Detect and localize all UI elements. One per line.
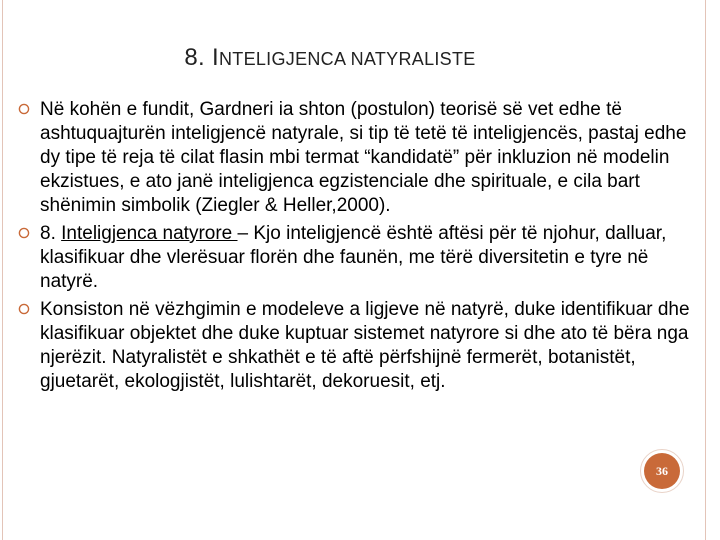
title-rest: NTELIGJENCA NATYRALISTE (218, 49, 476, 69)
bullet-item (18, 98, 690, 218)
bullet-item (18, 222, 690, 294)
bullet-text: Në kohën e fundit, Gardneri ia shton (postulon) teorisë së vet edhe të ashtuquajturën inteligjencë natyrale, si tip të tetë të inteligjencës, pastaj edhe dy tipe të reja të cilat flasin mbi termat “kandidatë” për inkluzion në modelin ekzistues, e ato janë inteligjenca egzistenciale dhe spirituale, e cila bart shënimin simbolik (Ziegler & Heller,2000). (40, 99, 687, 216)
slide-frame-left-border (2, 0, 3, 540)
bullet-item (18, 298, 690, 394)
bullet-prefix: 8. (40, 223, 62, 244)
slide-frame-right-border (705, 0, 706, 540)
bullet-text: Konsiston në vëzhgimin e modeleve a ligjeve në natyrë, duke identifikuar dhe klasifikuar objektet dhe duke kuptuar sistemet natyrore si dhe ato të bëra nga njerëzit. Natyralistët e shkathët e të aftë përfshijnë fermerët, botanistët, gjuetarët, ekologjistët, lulishtarët, dekoruesit, etj. (40, 299, 690, 392)
slide-content (18, 98, 690, 398)
bullet-text: – Kjo inteligjencë është aftësi për të njohur, dalluar, klasifikuar dhe vlerësuar florën dhe faunën, me tërë diversitetin e tyre në natyrë. (40, 223, 667, 292)
bullet-underlined-term: Inteligjenca natyrore (61, 223, 238, 244)
page-number-badge: 36 (644, 453, 680, 489)
circle-bullet-icon (18, 103, 30, 115)
circle-bullet-icon (18, 303, 30, 315)
title-prefix: 8. I (184, 44, 219, 71)
slide-title (0, 44, 660, 72)
circle-bullet-icon (18, 227, 30, 239)
